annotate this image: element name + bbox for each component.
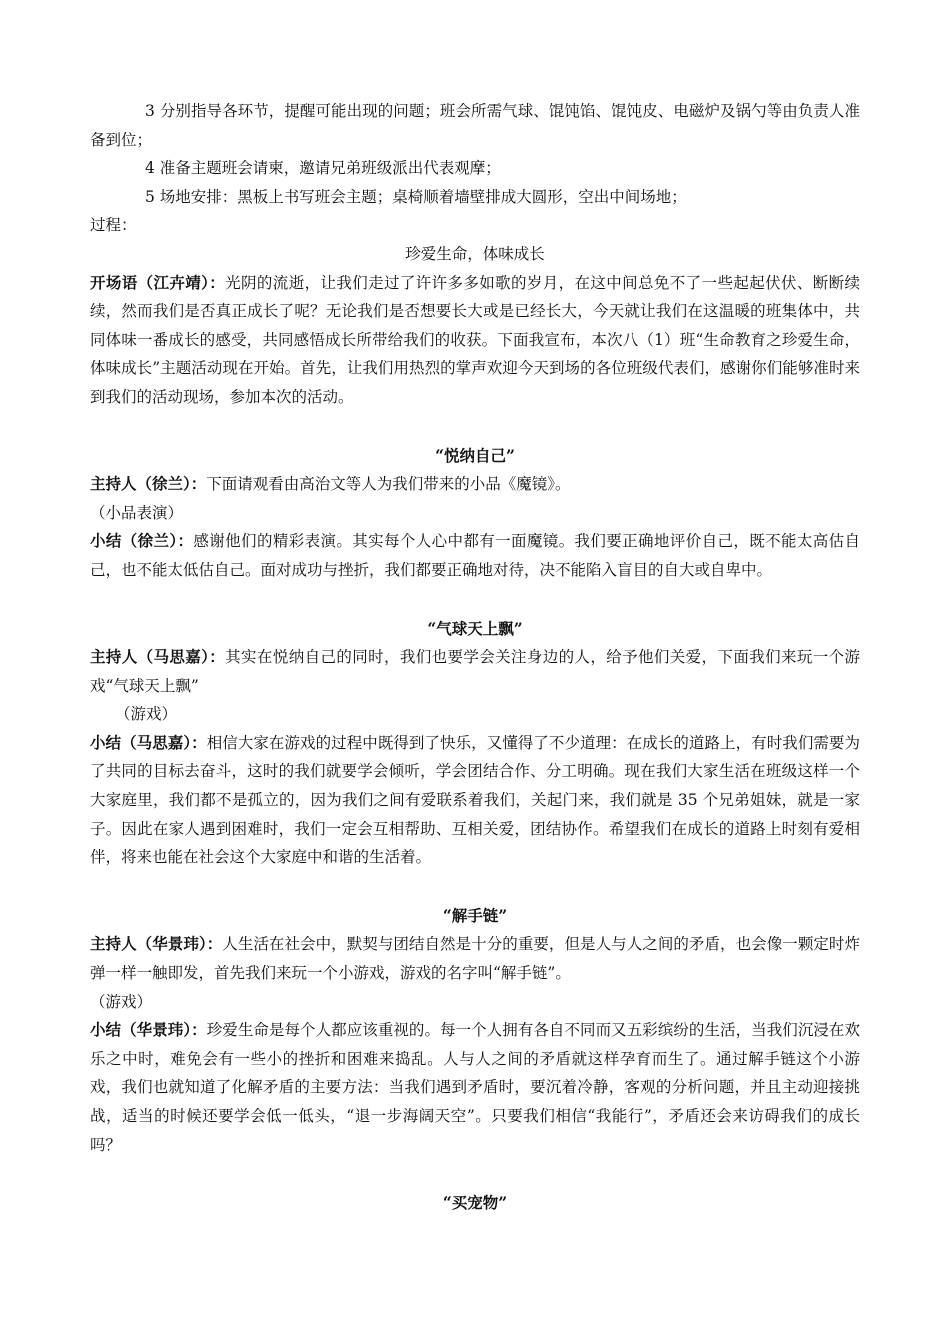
summary-speaker: 小结（华景玮）： <box>90 1020 207 1040</box>
host-speaker: 主持人（华景玮）： <box>90 934 223 954</box>
section-title: “气球天上飘” <box>427 618 523 638</box>
process-label: 过程： <box>90 216 137 235</box>
host-speaker: 主持人（马思嘉）： <box>90 647 226 667</box>
host-text: 人生活在社会中，默契与团结自然是十分的重要，但是人与人之间的矛盾，也会像一颗定时炸弹一样一触即发，首先我们来玩一个小游戏，游戏的名字叫“解手链”。 <box>90 935 860 983</box>
next-section-title: “买宠物” <box>442 1193 508 1213</box>
prep-item-4: 4 准备主题班会请柬，邀请兄弟班级派出代表观摩； <box>145 159 501 178</box>
opening-text: 光阴的流逝，让我们走过了许许多多如歌的岁月，在这中间总免不了一些起起伏伏、断断续续，然而我们是否真正成长了呢？无论我们是否想要长大或是已经长大，今天就让我们在这温暖的班集体中，共同体味一番成长的感受，共同感悟成长所带给我们的收获。下面我宣布，本次八（1）班“生命教育之珍爱生命，体味成长”主题活动现在开始。首先，让我们用热烈的掌声欢迎今天到场的各位班级代表们，感谢你们能够准时来到我们的活动现场，参加本次的活动。 <box>90 273 860 406</box>
host-text: 其实在悦纳自己的同时，我们也要学会关注身边的人，给予他们关爱，下面我们来玩一个游戏“气球天上飘” <box>90 648 860 695</box>
summary-speaker: 小结（马思嘉）： <box>90 732 207 752</box>
activity-note: （小品表演） <box>90 503 184 522</box>
theme-title: 珍爱生命，体味成长 <box>405 244 545 263</box>
opening-speaker: 开场语（江卉靖）： <box>90 272 226 292</box>
prep-item-5: 5 场地安排：黑板上书写班会主题；桌椅顺着墙壁排成大圆形，空出中间场地； <box>145 187 687 206</box>
summary-text: 感谢他们的精彩表演。其实每个人心中都有一面魔镜。我们要正确地评价自己，既不能太高估自己，也不能太低估自己。面对成功与挫折，我们都要正确地对待，决不能陷入盲目的自大或自卑中。 <box>90 532 860 579</box>
host-paragraph <box>90 930 860 987</box>
host-paragraph <box>90 470 860 499</box>
section-title: “悦纳自己” <box>435 445 515 465</box>
summary-paragraph <box>90 1016 860 1159</box>
host-paragraph <box>90 643 860 700</box>
activity-note: （游戏） <box>115 705 178 724</box>
opening-paragraph <box>90 269 860 412</box>
summary-paragraph <box>90 729 860 872</box>
prep-item-3: 3 分别指导各环节，提醒可能出现的问题；班会所需气球、馄饨馅、馄饨皮、电磁炉及锅勺等由负责人准备到位； <box>90 102 860 149</box>
document-page <box>90 97 860 1218</box>
host-text: 下面请观看由高治文等人为我们带来的小品《魔镜》。 <box>206 475 571 494</box>
section-title: “解手链” <box>442 905 508 925</box>
summary-text: 珍爱生命是每个人都应该重视的。每一个人拥有各自不同而又五彩缤纷的生活，当我们沉浸在欢乐之中时，难免会有一些小的挫折和困难来捣乱。人与人之间的矛盾就这样孕育而生了。通过解手链这个小游戏，我们也就知道了化解矛盾的主要方法：当我们遇到矛盾时，要沉着冷静，客观的分析问题，并且主动迎接挑战，适当的时候还要学会低一低头，“退一步海阔天空”。只要我们相信“我能行”，矛盾还会来访碍我们的成长吗？ <box>90 1021 860 1154</box>
host-speaker: 主持人（徐兰）： <box>90 474 207 494</box>
summary-text: 相信大家在游戏的过程中既得到了快乐，又懂得了不少道理：在成长的道路上，有时我们需要为了共同的目标去奋斗，这时的我们就要学会倾听，学会团结合作、分工明确。现在我们大家生活在班级这样一个大家庭里，我们都不是孤立的，因为我们之间有爱联系着我们，关起门来，我们就是 35 个兄弟姐妹，就是一家子。因此在家人遇到困难时，我们一定会互相帮助、互相关爱，团结协作。希望我们在成长的道路上时刻有爱相伴，将来也能在社会这个大家庭中和谐的生活着。 <box>90 733 860 867</box>
summary-paragraph <box>90 527 860 584</box>
activity-note: （游戏） <box>90 992 153 1011</box>
summary-speaker: 小结（徐兰）： <box>90 531 194 551</box>
